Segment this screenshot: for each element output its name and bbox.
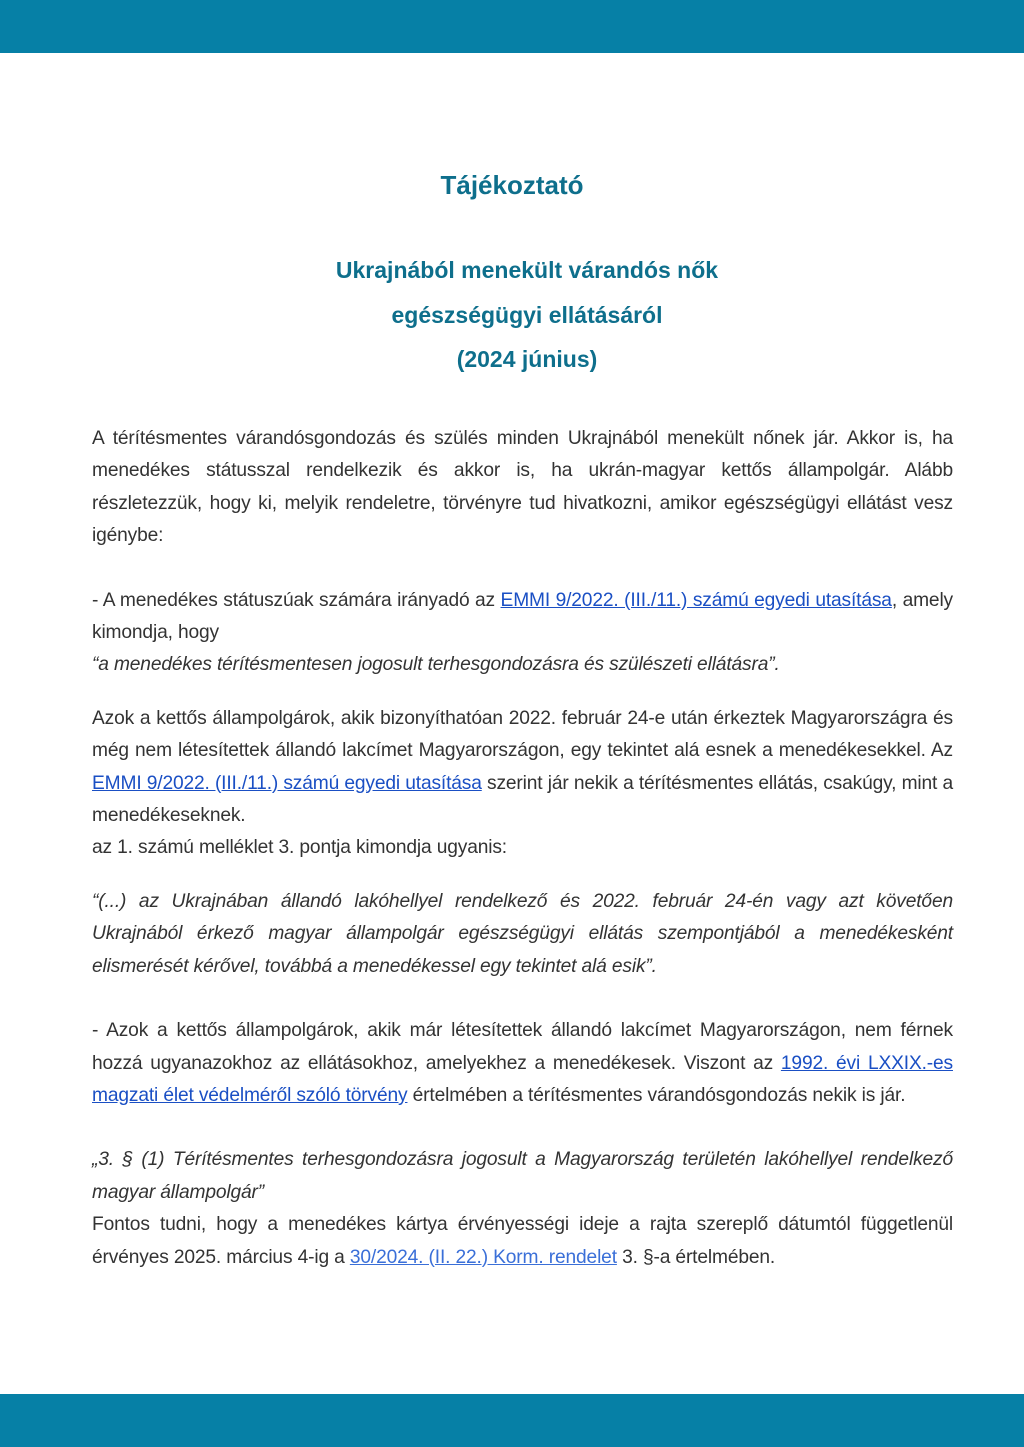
card-validity-paragraph [92,1209,953,1274]
subtitle-line-2: egészségügyi ellátásáról [391,301,663,328]
emmi-instruction-link-2[interactable]: EMMI 9/2022. (III./11.) számú egyedi utasítása [92,772,482,794]
document-subtitle [0,248,1024,382]
dual-citizens-tail: szerint jár nekik a térítésmentes ellátás, csakúgy, mint a menedékeseknek. [92,772,953,827]
top-accent-bar [0,0,1024,53]
bottom-accent-bar [0,1394,1024,1447]
intro-paragraph: A térítésmentes várandósgondozás és szülés minden Ukrajnából menekült nőnek jár. Akkor is, ha menedékes státusszal rendelkezik és akkor is, ha ukrán-magyar kettős állampolgár. Alább részletezzük, hogy ki, melyik rendeletre, törvényre tud hivatkozni, amikor egészségügyi ellátást vesz igénybe: [92,428,953,547]
subtitle-line-1: Ukrajnából menekült várandós nők [335,257,719,283]
refugee-paragraph-text: - A menedékes státuszúak számára irányadó az [92,589,501,611]
refugee-paragraph-tail: , amely kimondja, hogy [92,589,954,644]
government-decree-link[interactable]: 30/2024. (II. 22.) Korm. rendelet [349,1246,617,1268]
fetal-life-law-link[interactable]: 1992. évi LXXIX.-es magzati élet védelméről szóló törvény [92,1052,953,1106]
card-validity-text: Fontos tudni, hogy a menedékes kártya érvényességi ideje a rajta szereplő dátumtól függetlenül érvényes 2025. március 4-ig a [92,1214,953,1268]
card-validity-tail: 3. §-a értelmében. [616,1246,776,1268]
quote-emmi: “a menedékes térítésmentesen jogosult terhesgondozásra és szülészeti ellátásra”. [92,654,780,676]
resident-dual-citizens-tail: értelmében a térítésmentes várandósgondozás nekik is jár. [407,1084,906,1106]
quote-law: „3. § (1) Térítésmentes terhesgondozásra jogosult a Magyarország területén lakóhellyel rendelkező magyar állampolgár” [92,1149,953,1203]
dual-citizens-paragraph [92,703,953,833]
subtitle-line-3: (2024 június) [456,346,598,372]
document-title: Tájékoztató [440,170,584,200]
document-body [92,423,953,1274]
refugee-paragraph [92,585,953,650]
annex-paragraph: az 1. számú melléklet 3. pontja kimondja ugyanis: [92,837,507,859]
dual-citizens-text: Azok a kettős állampolgárok, akik bizonyíthatóan 2022. február 24-e után érkeztek Magyarországra és még nem létesítettek állandó lakcímet Magyarországon, egy tekintet alá esnek a menedékesekkel. Az [92,707,953,762]
resident-dual-citizens-paragraph [92,1015,953,1112]
resident-dual-citizens-text: - Azok a kettős állampolgárok, akik már létesítettek állandó lakcímet Magyarországon, nem férnek hozzá ugyanazokhoz az ellátásokhoz, amelyekhez a menedékesek. Viszont az [92,1020,953,1074]
emmi-instruction-link[interactable]: EMMI 9/2022. (III./11.) számú egyedi utasítása [500,589,892,611]
quote-annex: “(...) az Ukrajnában állandó lakóhellyel rendelkező és 2022. február 24-én vagy azt követően Ukrajnából érkező magyar állampolgár egészségügyi ellátás szempontjából a menedékesként elismerését kérővel, továbbá a menedékessel egy tekintet alá esik”. [92,890,953,977]
